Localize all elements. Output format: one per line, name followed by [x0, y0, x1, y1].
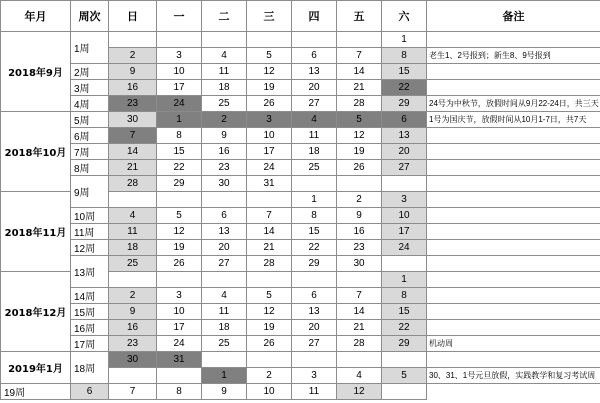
remark-cell	[427, 304, 600, 320]
day-cell: 2	[109, 288, 157, 304]
day-cell: 1	[292, 192, 337, 208]
remark-cell	[427, 160, 600, 176]
day-cell: 1	[202, 368, 247, 384]
header-monday: 一	[157, 1, 202, 32]
week-row	[1, 144, 600, 160]
day-cell	[157, 272, 202, 288]
week-row	[1, 336, 600, 352]
day-cell: 19	[247, 320, 292, 336]
day-cell: 6	[292, 288, 337, 304]
week-row	[1, 304, 600, 320]
day-cell	[202, 352, 247, 368]
day-cell: 9	[109, 304, 157, 320]
day-cell: 21	[337, 320, 382, 336]
day-cell: 21	[337, 80, 382, 96]
day-cell: 18	[109, 240, 157, 256]
day-cell: 8	[382, 48, 427, 64]
day-cell: 16	[202, 144, 247, 160]
day-cell: 21	[109, 160, 157, 176]
day-cell	[109, 272, 157, 288]
header-sunday: 日	[109, 1, 157, 32]
month-label: 2018年10月	[1, 112, 71, 192]
day-cell: 23	[337, 240, 382, 256]
day-cell: 31	[247, 176, 292, 192]
week-number: 13周	[71, 256, 109, 288]
day-cell: 24	[157, 336, 202, 352]
remark-cell	[427, 352, 600, 368]
remark-cell	[427, 192, 600, 208]
day-cell: 12	[337, 128, 382, 144]
day-cell: 3	[247, 112, 292, 128]
remark-cell: 老生1、2号报到；新生8、9号报到	[427, 48, 600, 64]
day-cell: 25	[109, 256, 157, 272]
day-cell: 21	[247, 240, 292, 256]
day-cell: 3	[157, 48, 202, 64]
week-number: 2周	[71, 64, 109, 80]
week-number: 10周	[71, 208, 109, 224]
calendar-body	[1, 32, 600, 400]
day-cell: 28	[247, 256, 292, 272]
remark-cell	[427, 176, 600, 192]
day-cell	[382, 256, 427, 272]
day-cell: 8	[292, 208, 337, 224]
day-cell: 2	[109, 48, 157, 64]
day-cell: 26	[337, 160, 382, 176]
week-row	[1, 64, 600, 80]
day-cell: 15	[382, 64, 427, 80]
day-cell: 25	[292, 160, 337, 176]
day-cell: 7	[109, 384, 157, 400]
remark-cell	[427, 272, 600, 288]
day-cell: 24	[382, 240, 427, 256]
day-cell	[382, 352, 427, 368]
day-cell: 23	[109, 336, 157, 352]
remark-cell	[427, 256, 600, 272]
day-cell: 27	[292, 336, 337, 352]
remark-cell: 机动周	[427, 336, 600, 352]
day-cell: 27	[292, 96, 337, 112]
day-cell	[202, 32, 247, 48]
day-cell: 26	[247, 96, 292, 112]
remark-cell	[427, 128, 600, 144]
day-cell: 30	[109, 112, 157, 128]
week-row	[1, 224, 600, 240]
day-cell	[109, 368, 157, 384]
day-cell: 29	[292, 256, 337, 272]
remark-cell	[427, 288, 600, 304]
day-cell	[292, 272, 337, 288]
day-cell: 13	[292, 304, 337, 320]
day-cell: 19	[157, 240, 202, 256]
day-cell: 5	[157, 208, 202, 224]
day-cell: 2	[337, 192, 382, 208]
header-remarks: 备注	[427, 1, 600, 32]
remark-cell	[427, 320, 600, 336]
day-cell	[337, 176, 382, 192]
day-cell: 10	[157, 64, 202, 80]
month-label: 2018年12月	[1, 272, 71, 352]
day-cell: 20	[292, 320, 337, 336]
day-cell: 13	[202, 224, 247, 240]
day-cell: 12	[247, 64, 292, 80]
day-cell: 19	[247, 80, 292, 96]
week-number: 18周	[71, 352, 109, 384]
day-cell: 14	[337, 64, 382, 80]
header-month: 年月	[1, 1, 71, 32]
day-cell: 20	[292, 80, 337, 96]
week-number: 5周	[71, 112, 109, 128]
day-cell: 22	[292, 240, 337, 256]
day-cell: 25	[202, 96, 247, 112]
week-number: 17周	[71, 336, 109, 352]
day-cell: 18	[202, 320, 247, 336]
remark-cell	[427, 64, 600, 80]
day-cell	[247, 272, 292, 288]
week-number: 11周	[71, 224, 109, 240]
header-thursday: 四	[292, 1, 337, 32]
day-cell: 7	[247, 208, 292, 224]
day-cell: 28	[109, 176, 157, 192]
week-number: 8周	[71, 160, 109, 176]
header-week: 周次	[71, 1, 109, 32]
day-cell: 28	[337, 336, 382, 352]
day-cell: 9	[109, 64, 157, 80]
day-cell: 6	[382, 112, 427, 128]
day-cell: 2	[247, 368, 292, 384]
week-row	[1, 32, 600, 48]
day-cell: 20	[382, 144, 427, 160]
day-cell: 17	[157, 320, 202, 336]
day-cell: 14	[337, 304, 382, 320]
day-cell: 25	[202, 336, 247, 352]
day-cell: 4	[337, 368, 382, 384]
day-cell: 7	[337, 288, 382, 304]
day-cell: 11	[109, 224, 157, 240]
day-cell	[247, 192, 292, 208]
day-cell	[292, 352, 337, 368]
week-number: 6周	[71, 128, 109, 144]
day-cell: 16	[109, 80, 157, 96]
week-number: 1周	[71, 32, 109, 64]
day-cell: 22	[382, 80, 427, 96]
header-row	[1, 1, 600, 32]
week-number: 7周	[71, 144, 109, 160]
week-row	[1, 128, 600, 144]
day-cell	[157, 192, 202, 208]
day-cell: 14	[109, 144, 157, 160]
day-cell: 29	[382, 96, 427, 112]
day-cell: 22	[157, 160, 202, 176]
day-cell: 24	[157, 96, 202, 112]
day-cell: 5	[337, 112, 382, 128]
day-cell: 3	[157, 288, 202, 304]
day-cell: 17	[382, 224, 427, 240]
week-number: 15周	[71, 304, 109, 320]
day-cell	[109, 32, 157, 48]
day-cell: 5	[382, 368, 427, 384]
day-cell: 17	[157, 80, 202, 96]
day-cell: 11	[202, 304, 247, 320]
day-cell: 5	[247, 48, 292, 64]
day-cell: 1	[382, 272, 427, 288]
day-cell: 18	[292, 144, 337, 160]
header-saturday: 六	[382, 1, 427, 32]
day-cell: 10	[247, 128, 292, 144]
day-cell: 4	[109, 208, 157, 224]
day-cell: 15	[382, 304, 427, 320]
week-row	[1, 112, 600, 128]
day-cell: 23	[202, 160, 247, 176]
month-label: 2019年1月	[1, 352, 71, 384]
day-cell: 3	[292, 368, 337, 384]
month-label: 2018年11月	[1, 192, 71, 272]
week-row	[1, 96, 600, 112]
day-cell: 17	[247, 144, 292, 160]
day-cell: 9	[202, 384, 247, 400]
day-cell: 18	[202, 80, 247, 96]
day-cell: 7	[109, 128, 157, 144]
day-cell	[109, 192, 157, 208]
week-number: 9周	[71, 176, 109, 208]
day-cell: 30	[109, 352, 157, 368]
week-row	[1, 256, 600, 272]
day-cell: 15	[157, 144, 202, 160]
remark-cell	[427, 240, 600, 256]
day-cell	[202, 192, 247, 208]
day-cell: 11	[292, 128, 337, 144]
header-friday: 五	[337, 1, 382, 32]
week-row	[1, 320, 600, 336]
week-row	[1, 208, 600, 224]
day-cell: 12	[247, 304, 292, 320]
week-row	[1, 240, 600, 256]
week-number: 3周	[71, 80, 109, 96]
day-cell: 13	[382, 128, 427, 144]
remark-cell	[382, 384, 427, 400]
week-row	[1, 160, 600, 176]
day-cell: 12	[157, 224, 202, 240]
remark-cell	[427, 144, 600, 160]
remark-cell	[427, 224, 600, 240]
day-cell: 23	[109, 96, 157, 112]
day-cell: 12	[337, 384, 382, 400]
day-cell: 31	[157, 352, 202, 368]
week-row	[1, 352, 600, 368]
day-cell: 16	[109, 320, 157, 336]
remark-cell	[427, 32, 600, 48]
day-cell: 19	[337, 144, 382, 160]
day-cell: 11	[292, 384, 337, 400]
header-tuesday: 二	[202, 1, 247, 32]
week-row	[1, 176, 600, 192]
week-number: 16周	[71, 320, 109, 336]
day-cell	[247, 32, 292, 48]
day-cell: 14	[247, 224, 292, 240]
week-number: 19周	[1, 384, 71, 400]
day-cell	[202, 272, 247, 288]
day-cell: 6	[292, 48, 337, 64]
day-cell: 7	[337, 48, 382, 64]
day-cell: 28	[337, 96, 382, 112]
day-cell: 29	[157, 176, 202, 192]
day-cell: 10	[157, 304, 202, 320]
day-cell	[337, 272, 382, 288]
day-cell: 15	[292, 224, 337, 240]
day-cell: 16	[337, 224, 382, 240]
day-cell: 22	[382, 320, 427, 336]
day-cell: 4	[202, 288, 247, 304]
day-cell	[157, 32, 202, 48]
week-row	[1, 384, 600, 400]
week-number: 12周	[71, 240, 109, 256]
day-cell: 9	[337, 208, 382, 224]
day-cell: 26	[157, 256, 202, 272]
remark-cell	[427, 80, 600, 96]
day-cell: 27	[382, 160, 427, 176]
day-cell: 5	[247, 288, 292, 304]
day-cell: 27	[202, 256, 247, 272]
day-cell: 13	[292, 64, 337, 80]
month-label: 2018年9月	[1, 32, 71, 112]
header-wednesday: 三	[247, 1, 292, 32]
day-cell: 6	[71, 384, 109, 400]
day-cell: 4	[292, 112, 337, 128]
day-cell: 30	[202, 176, 247, 192]
day-cell: 3	[382, 192, 427, 208]
day-cell	[292, 32, 337, 48]
day-cell: 10	[382, 208, 427, 224]
remark-cell: 1号为国庆节，放假时间从10月1-7日，共7天	[427, 112, 600, 128]
week-number: 14周	[71, 288, 109, 304]
day-cell: 8	[157, 128, 202, 144]
day-cell: 29	[382, 336, 427, 352]
day-cell	[157, 368, 202, 384]
remark-cell	[427, 208, 600, 224]
day-cell	[337, 32, 382, 48]
day-cell: 6	[202, 208, 247, 224]
day-cell: 10	[247, 384, 292, 400]
day-cell: 4	[202, 48, 247, 64]
day-cell: 1	[157, 112, 202, 128]
week-row	[1, 288, 600, 304]
day-cell: 24	[247, 160, 292, 176]
day-cell	[292, 176, 337, 192]
week-number: 4周	[71, 96, 109, 112]
remark-cell: 24号为中秋节，放假时间从9月22-24日，共三天	[427, 96, 600, 112]
day-cell: 8	[157, 384, 202, 400]
remark-cell: 30、31、1号元旦放假，实践教学和复习考试周	[427, 368, 600, 384]
day-cell: 2	[202, 112, 247, 128]
day-cell	[382, 176, 427, 192]
day-cell: 30	[337, 256, 382, 272]
day-cell: 1	[382, 32, 427, 48]
day-cell	[337, 352, 382, 368]
day-cell	[247, 352, 292, 368]
day-cell: 26	[247, 336, 292, 352]
day-cell: 11	[202, 64, 247, 80]
day-cell: 9	[202, 128, 247, 144]
week-row	[1, 80, 600, 96]
day-cell: 20	[202, 240, 247, 256]
day-cell: 8	[382, 288, 427, 304]
